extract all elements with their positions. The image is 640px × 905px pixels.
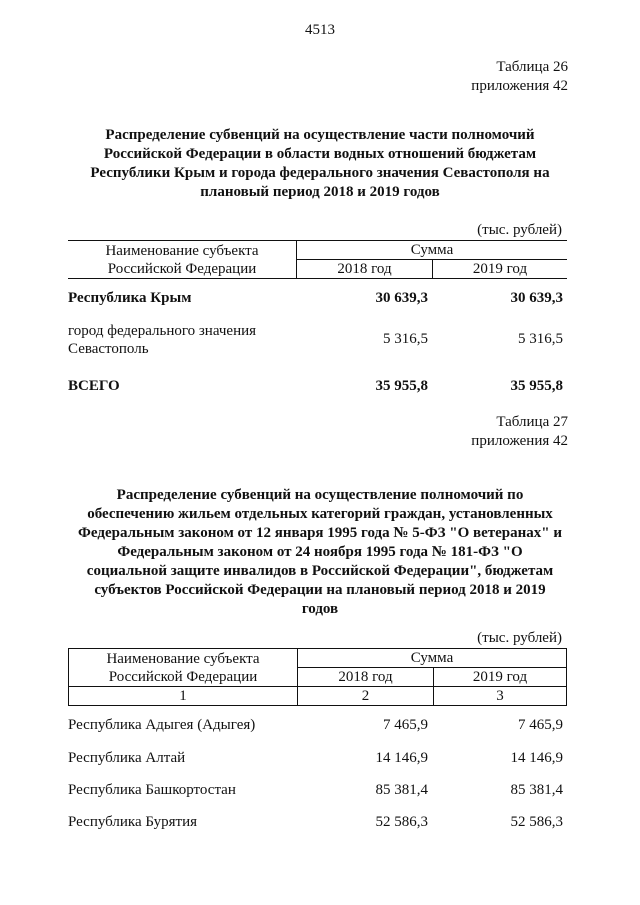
table-row [68,290,563,310]
row-value-2019: 14 146,9 [510,750,563,766]
table26-title [60,126,580,202]
row-name: Республика Крым [68,290,192,306]
table27-title-line: Распределение субвенций на осуществление полномочий по [116,487,524,503]
table27-title-line: Федеральным законом от 12 января 1995 года № 5-ФЗ "О ветеранах" и [78,525,562,541]
row-value-2018: 14 146,9 [375,750,428,766]
table27-title-line: обеспечению жильем отдельных категорий граждан, установленных [87,506,553,522]
table-row [68,750,563,770]
row-value-2018: 52 586,3 [375,814,428,830]
table27-title-line: социальной защите инвалидов в Российской Федерации", бюджетам [86,563,554,579]
table27-header-name [69,649,298,687]
table-row-total [68,378,563,398]
row-value-2018: 7 465,9 [383,717,428,733]
table27-title [60,486,580,619]
table-row [68,717,563,737]
table27-title-line: субъектов Российской Федерации на плановый период 2018 и 2019 [94,582,546,598]
row-name: Республика Алтай [68,750,186,766]
row-name: Республика Адыгея (Адыгея) [68,717,256,733]
row-name: Республика Бурятия [68,814,198,830]
table26-header-2019: 2019 год [433,260,568,279]
table27-header-name-line1: Наименование субъекта [106,650,260,667]
row-name: ВСЕГО [68,378,120,394]
table26-title-line: Республики Крым и города федерального значения Севастополя на [90,165,550,181]
row-value-2019: 30 639,3 [510,290,563,306]
table26-header-sum: Сумма [297,241,568,260]
table26-title-line: плановый период 2018 и 2019 годов [200,184,440,200]
table-row [68,322,563,360]
table27-title-line: годов [301,601,339,617]
table-row [68,782,563,802]
row-name-line1: город федерального значения [68,323,257,339]
table26-units: (тыс. рублей) [477,222,562,238]
row-value-2019: 85 381,4 [510,782,563,798]
table26-ref-line1: Таблица 26 [496,59,568,75]
row-value-2019: 5 316,5 [518,331,563,347]
row-name: Республика Башкортостан [68,782,236,798]
table27-ref-line2: приложения 42 [471,433,568,449]
table26-header-name-line1: Наименование субъекта [105,242,259,259]
table26-ref-line2: приложения 42 [471,78,568,94]
row-value-2019: 52 586,3 [510,814,563,830]
table27-reference [471,413,568,451]
table26-header-name [68,241,297,279]
table26-header [68,240,567,279]
table26-header-name-line2: Российской Федерации [107,260,257,277]
table26-reference [471,58,568,96]
table-row [68,814,563,834]
row-value-2018: 35 955,8 [375,378,428,394]
row-value-2018: 85 381,4 [375,782,428,798]
row-name [68,322,256,358]
row-name-line2: Севастополь [68,341,149,357]
table26-title-line: Российской Федерации в области водных отношений бюджетам [103,146,537,162]
table26-header-2018: 2018 год [297,260,433,279]
row-value-2019: 35 955,8 [510,378,563,394]
row-value-2019: 7 465,9 [518,717,563,733]
row-value-2018: 5 316,5 [383,331,428,347]
row-value-2018: 30 639,3 [375,290,428,306]
table27-header [68,648,567,706]
table27-header-num1: 1 [69,687,298,706]
table27-header-2018: 2018 год [298,668,434,687]
table26-title-line: Распределение субвенций на осуществление части полномочий [105,127,535,143]
table27-units: (тыс. рублей) [477,630,562,646]
page-number: 4513 [305,22,335,38]
table27-header-2019: 2019 год [434,668,567,687]
table27-header-name-line2: Российской Федерации [108,668,258,685]
table27-title-line: Федеральным законом от 24 ноября 1995 года № 181-ФЗ "О [117,544,523,560]
table27-header-num2: 2 [298,687,434,706]
table27-header-sum: Сумма [298,649,567,668]
table27-ref-line1: Таблица 27 [496,414,568,430]
table27-header-num3: 3 [434,687,567,706]
